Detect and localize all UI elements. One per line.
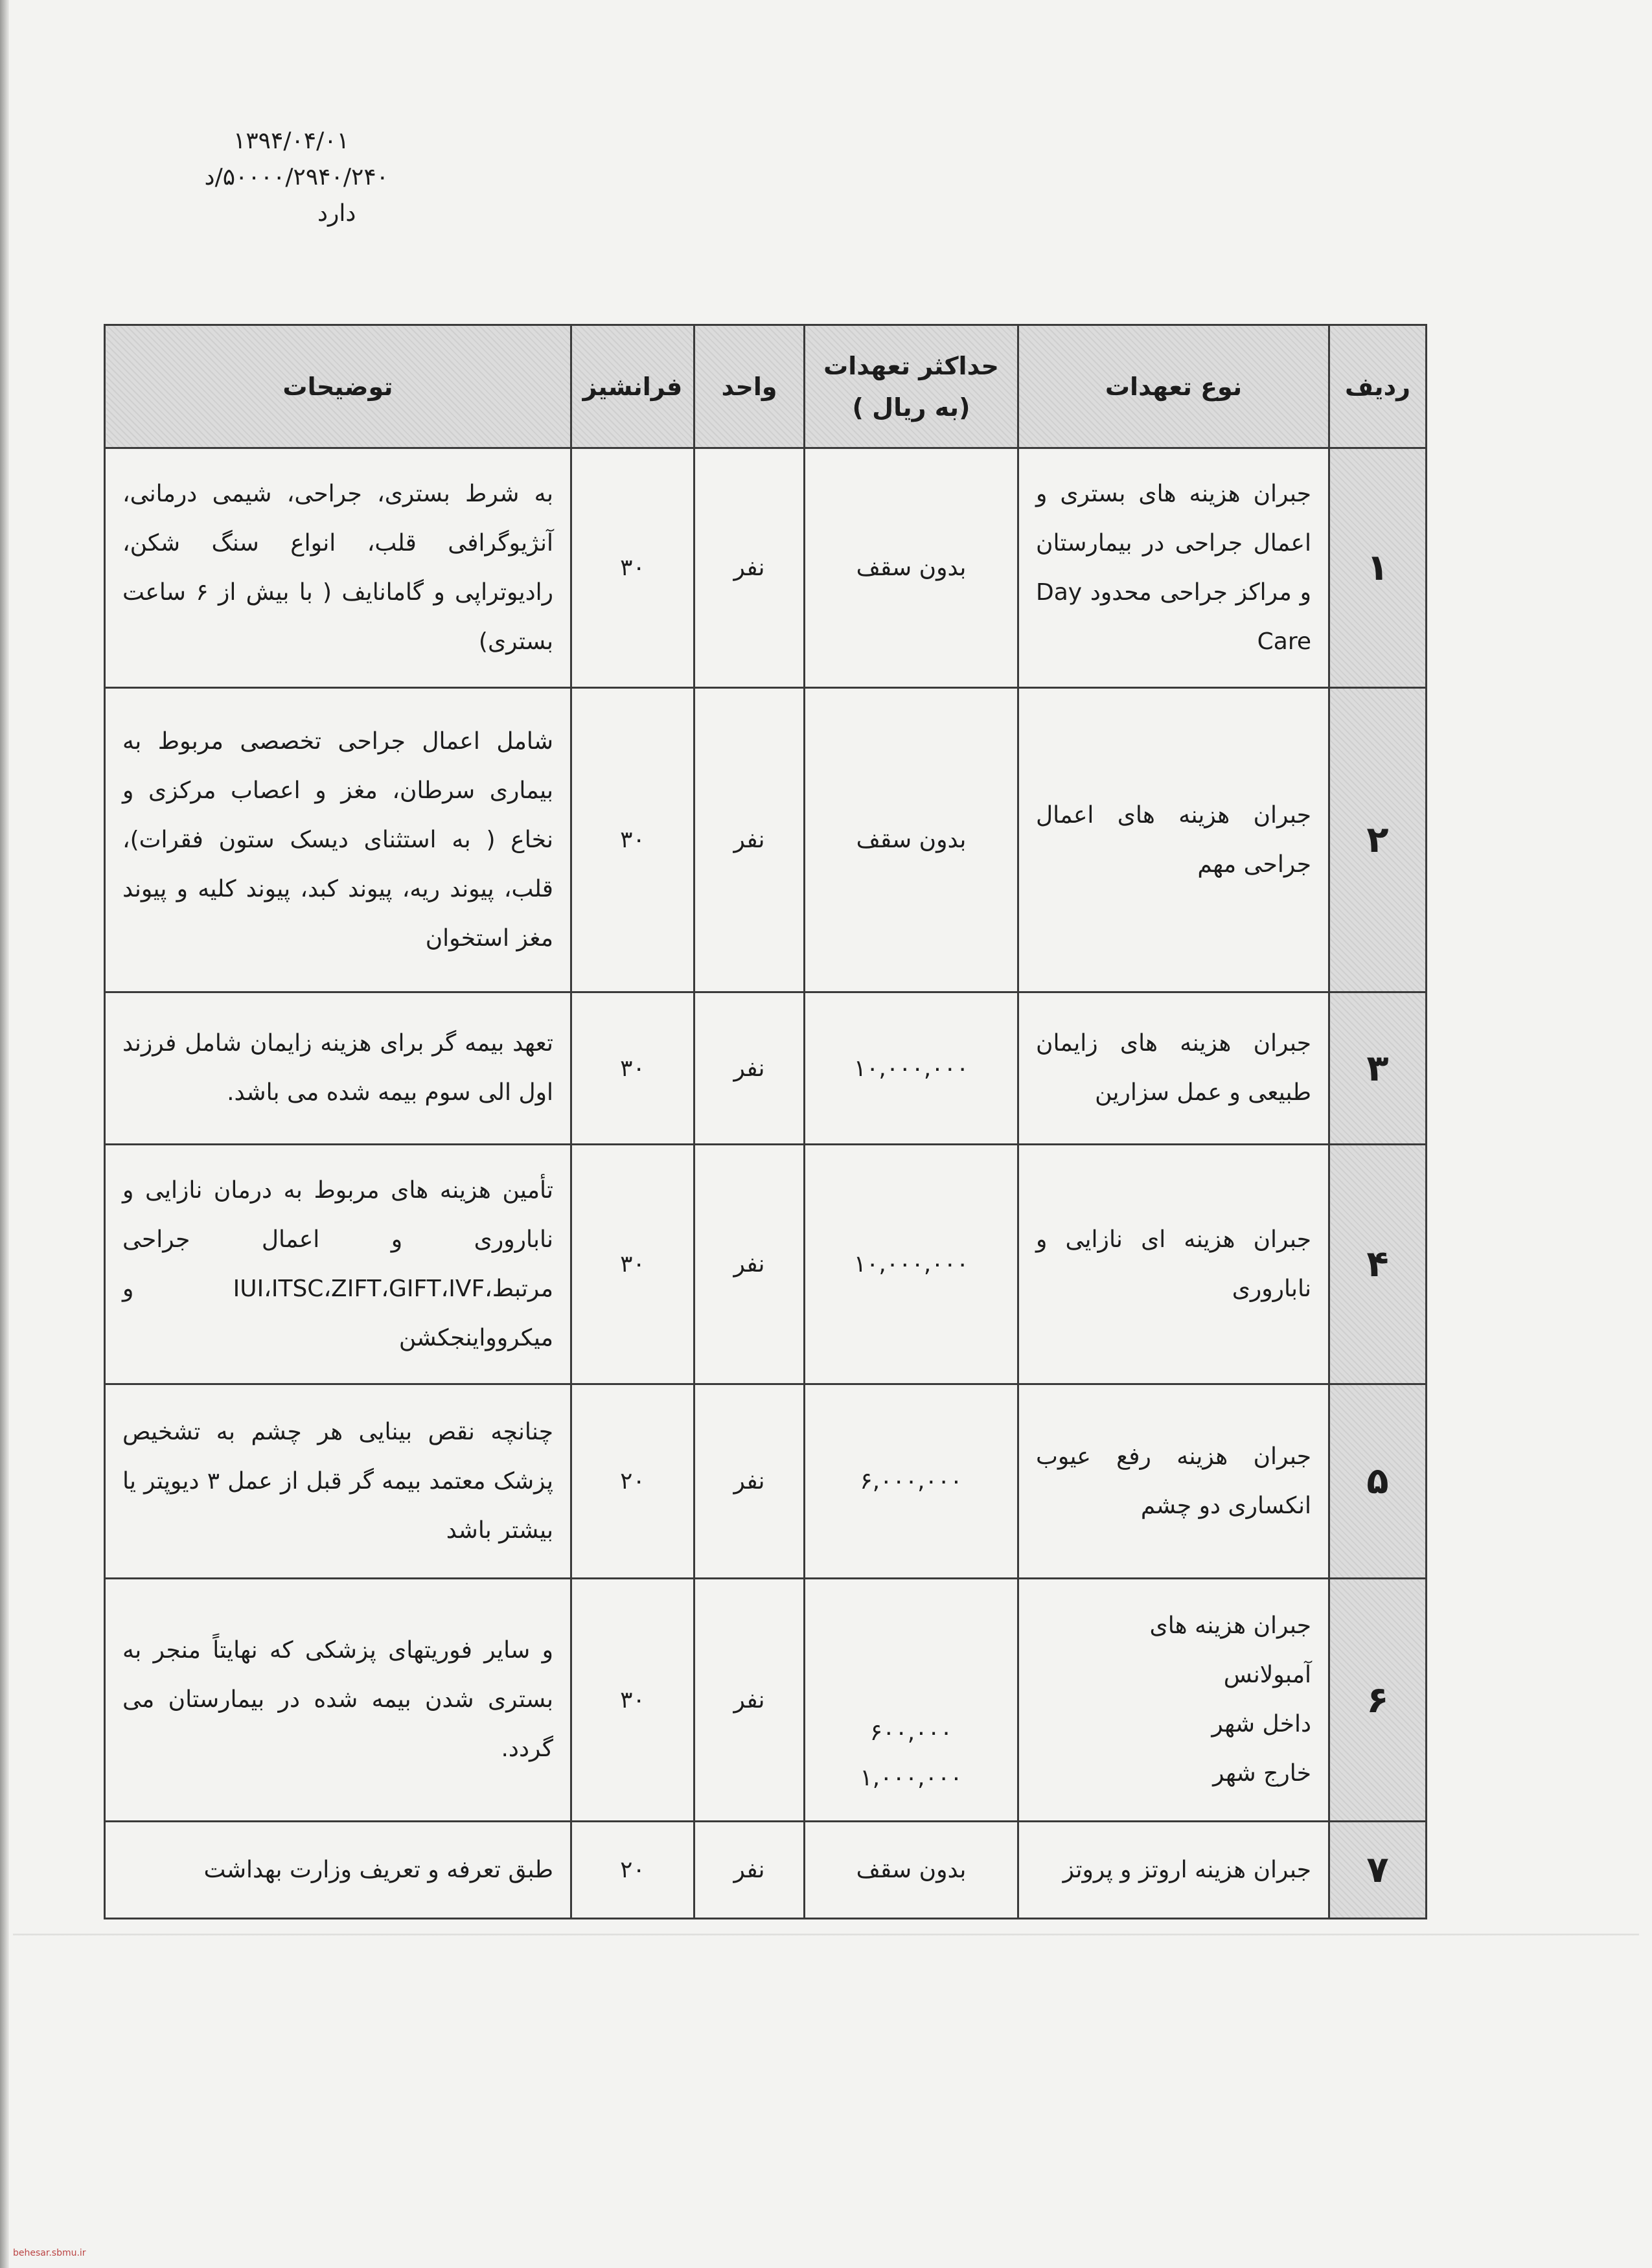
- franchise: ۳۰: [571, 1579, 694, 1822]
- paper-fold-line: [13, 1934, 1639, 1936]
- row-number: ۵: [1329, 1384, 1427, 1579]
- row-number: ۷: [1329, 1822, 1427, 1919]
- coverage-type-line: آمبولانس: [1223, 1662, 1311, 1688]
- max-coverage-label: حداکثر تعهدات: [823, 351, 999, 380]
- letter-header: [204, 123, 389, 232]
- unit: نفر: [694, 1822, 805, 1919]
- max-coverage: ۱۰,۰۰۰,۰۰۰: [805, 1145, 1018, 1384]
- max-coverage-out-of-city: ۱,۰۰۰,۰۰۰: [860, 1765, 963, 1791]
- table-row: [105, 992, 1427, 1145]
- unit: نفر: [694, 1579, 805, 1822]
- coverage-type: جبران هزینه ای نازایی و ناباروری: [1018, 1145, 1329, 1384]
- row-number: ۱: [1329, 448, 1427, 688]
- coverage-table: [104, 324, 1427, 1919]
- coverage-type: جبران هزینه های اعمال جراحی مهم: [1018, 688, 1329, 992]
- description: تعهد بیمه گر برای هزینه زایمان شامل فرزند اول الی سوم بیمه شده می باشد.: [105, 992, 571, 1145]
- unit: نفر: [694, 448, 805, 688]
- coverage-type: جبران هزینه اروتز و پروتز: [1018, 1822, 1329, 1919]
- table-row: [105, 1579, 1427, 1822]
- description: طبق تعرفه و تعریف وزارت بهداشت: [105, 1822, 571, 1919]
- table-row: [105, 1145, 1427, 1384]
- description: و سایر فوریتهای پزشکی که نهایتاً منجر به بستری شدن بیمه شده در بیمارستان می گردد.: [105, 1579, 571, 1822]
- coverage-type-line: جبران هزینه های: [1149, 1612, 1311, 1639]
- letter-date: ۱۳۹۴/۰۴/۰۱: [233, 128, 349, 154]
- table-row: [105, 1822, 1427, 1919]
- max-coverage: بدون سقف: [805, 1822, 1018, 1919]
- table-row: [105, 688, 1427, 992]
- unit: نفر: [694, 992, 805, 1145]
- coverage-type-line: داخل شهر: [1211, 1711, 1311, 1737]
- coverage-type: [1018, 1579, 1329, 1822]
- description: شامل اعمال جراحی تخصصی مربوط به بیماری سرطان، مغز و اعصاب مرکزی و نخاع ( به استثنای دیسک ستون فقرات)، قلب، پیوند ریه، پیوند کبد، پیوند کلیه و پیوند مغز استخوان: [105, 688, 571, 992]
- column-header-max-coverage: [805, 325, 1018, 448]
- column-header-franchise: فرانشیز: [571, 325, 694, 448]
- description: چنانچه نقص بینایی هر چشم به تشخیص پزشک معتمد بیمه گر قبل از عمل ۳ دیوپتر یا بیشتر باشد: [105, 1384, 571, 1579]
- row-number: ۲: [1329, 688, 1427, 992]
- letter-attachment: دارد: [317, 200, 356, 227]
- max-coverage-unit-label: (به ریال ): [852, 393, 970, 422]
- row-number: ۶: [1329, 1579, 1427, 1822]
- franchise: ۳۰: [571, 1145, 694, 1384]
- table-header-row: [105, 325, 1427, 448]
- description: به شرط بستری، جراحی، شیمی درمانی، آنژیوگرافی قلب، انواع سنگ شکن، رادیوتراپی و گامانایف ( با بیش از ۶ ساعت بستری): [105, 448, 571, 688]
- unit: نفر: [694, 1384, 805, 1579]
- max-coverage: ۶,۰۰۰,۰۰۰: [805, 1384, 1018, 1579]
- franchise: ۲۰: [571, 1822, 694, 1919]
- column-header-description: توضیحات: [105, 325, 571, 448]
- max-coverage-in-city: ۶۰۰,۰۰۰: [869, 1719, 953, 1746]
- max-coverage: [805, 1579, 1018, 1822]
- description: تأمین هزینه های مربوط به درمان نازایی و ناباروری و اعمال جراحی مرتبط،IUI،ITSC،ZIFT،GIFT،IVF و میکروواینجکشن: [105, 1145, 571, 1384]
- letter-reference-number: ۵۰۰۰۰/۲۹۴۰/۲۴۰/د: [204, 164, 389, 190]
- coverage-type: جبران هزینه های زایمان طبیعی و عمل سزارین: [1018, 992, 1329, 1145]
- franchise: ۲۰: [571, 1384, 694, 1579]
- franchise: ۳۰: [571, 992, 694, 1145]
- unit: نفر: [694, 688, 805, 992]
- row-number: ۴: [1329, 1145, 1427, 1384]
- column-header-unit: واحد: [694, 325, 805, 448]
- franchise: ۳۰: [571, 688, 694, 992]
- coverage-type: جبران هزینه رفع عیوب انکساری دو چشم: [1018, 1384, 1329, 1579]
- scan-edge-shadow: [0, 0, 9, 2268]
- site-watermark: behesar.sbmu.ir: [13, 2248, 86, 2258]
- max-coverage: بدون سقف: [805, 688, 1018, 992]
- column-header-coverage-type: نوع تعهدات: [1018, 325, 1329, 448]
- row-number: ۳: [1329, 992, 1427, 1145]
- max-coverage: ۱۰,۰۰۰,۰۰۰: [805, 992, 1018, 1145]
- unit: نفر: [694, 1145, 805, 1384]
- table-row: [105, 1384, 1427, 1579]
- column-header-row-number: ردیف: [1329, 325, 1427, 448]
- franchise: ۳۰: [571, 448, 694, 688]
- table-row: [105, 448, 1427, 688]
- max-coverage: بدون سقف: [805, 448, 1018, 688]
- coverage-type: جبران هزینه های بستری و اعمال جراحی در بیمارستان و مراکز جراحی محدود Day Care: [1018, 448, 1329, 688]
- coverage-type-line: خارج شهر: [1213, 1760, 1311, 1787]
